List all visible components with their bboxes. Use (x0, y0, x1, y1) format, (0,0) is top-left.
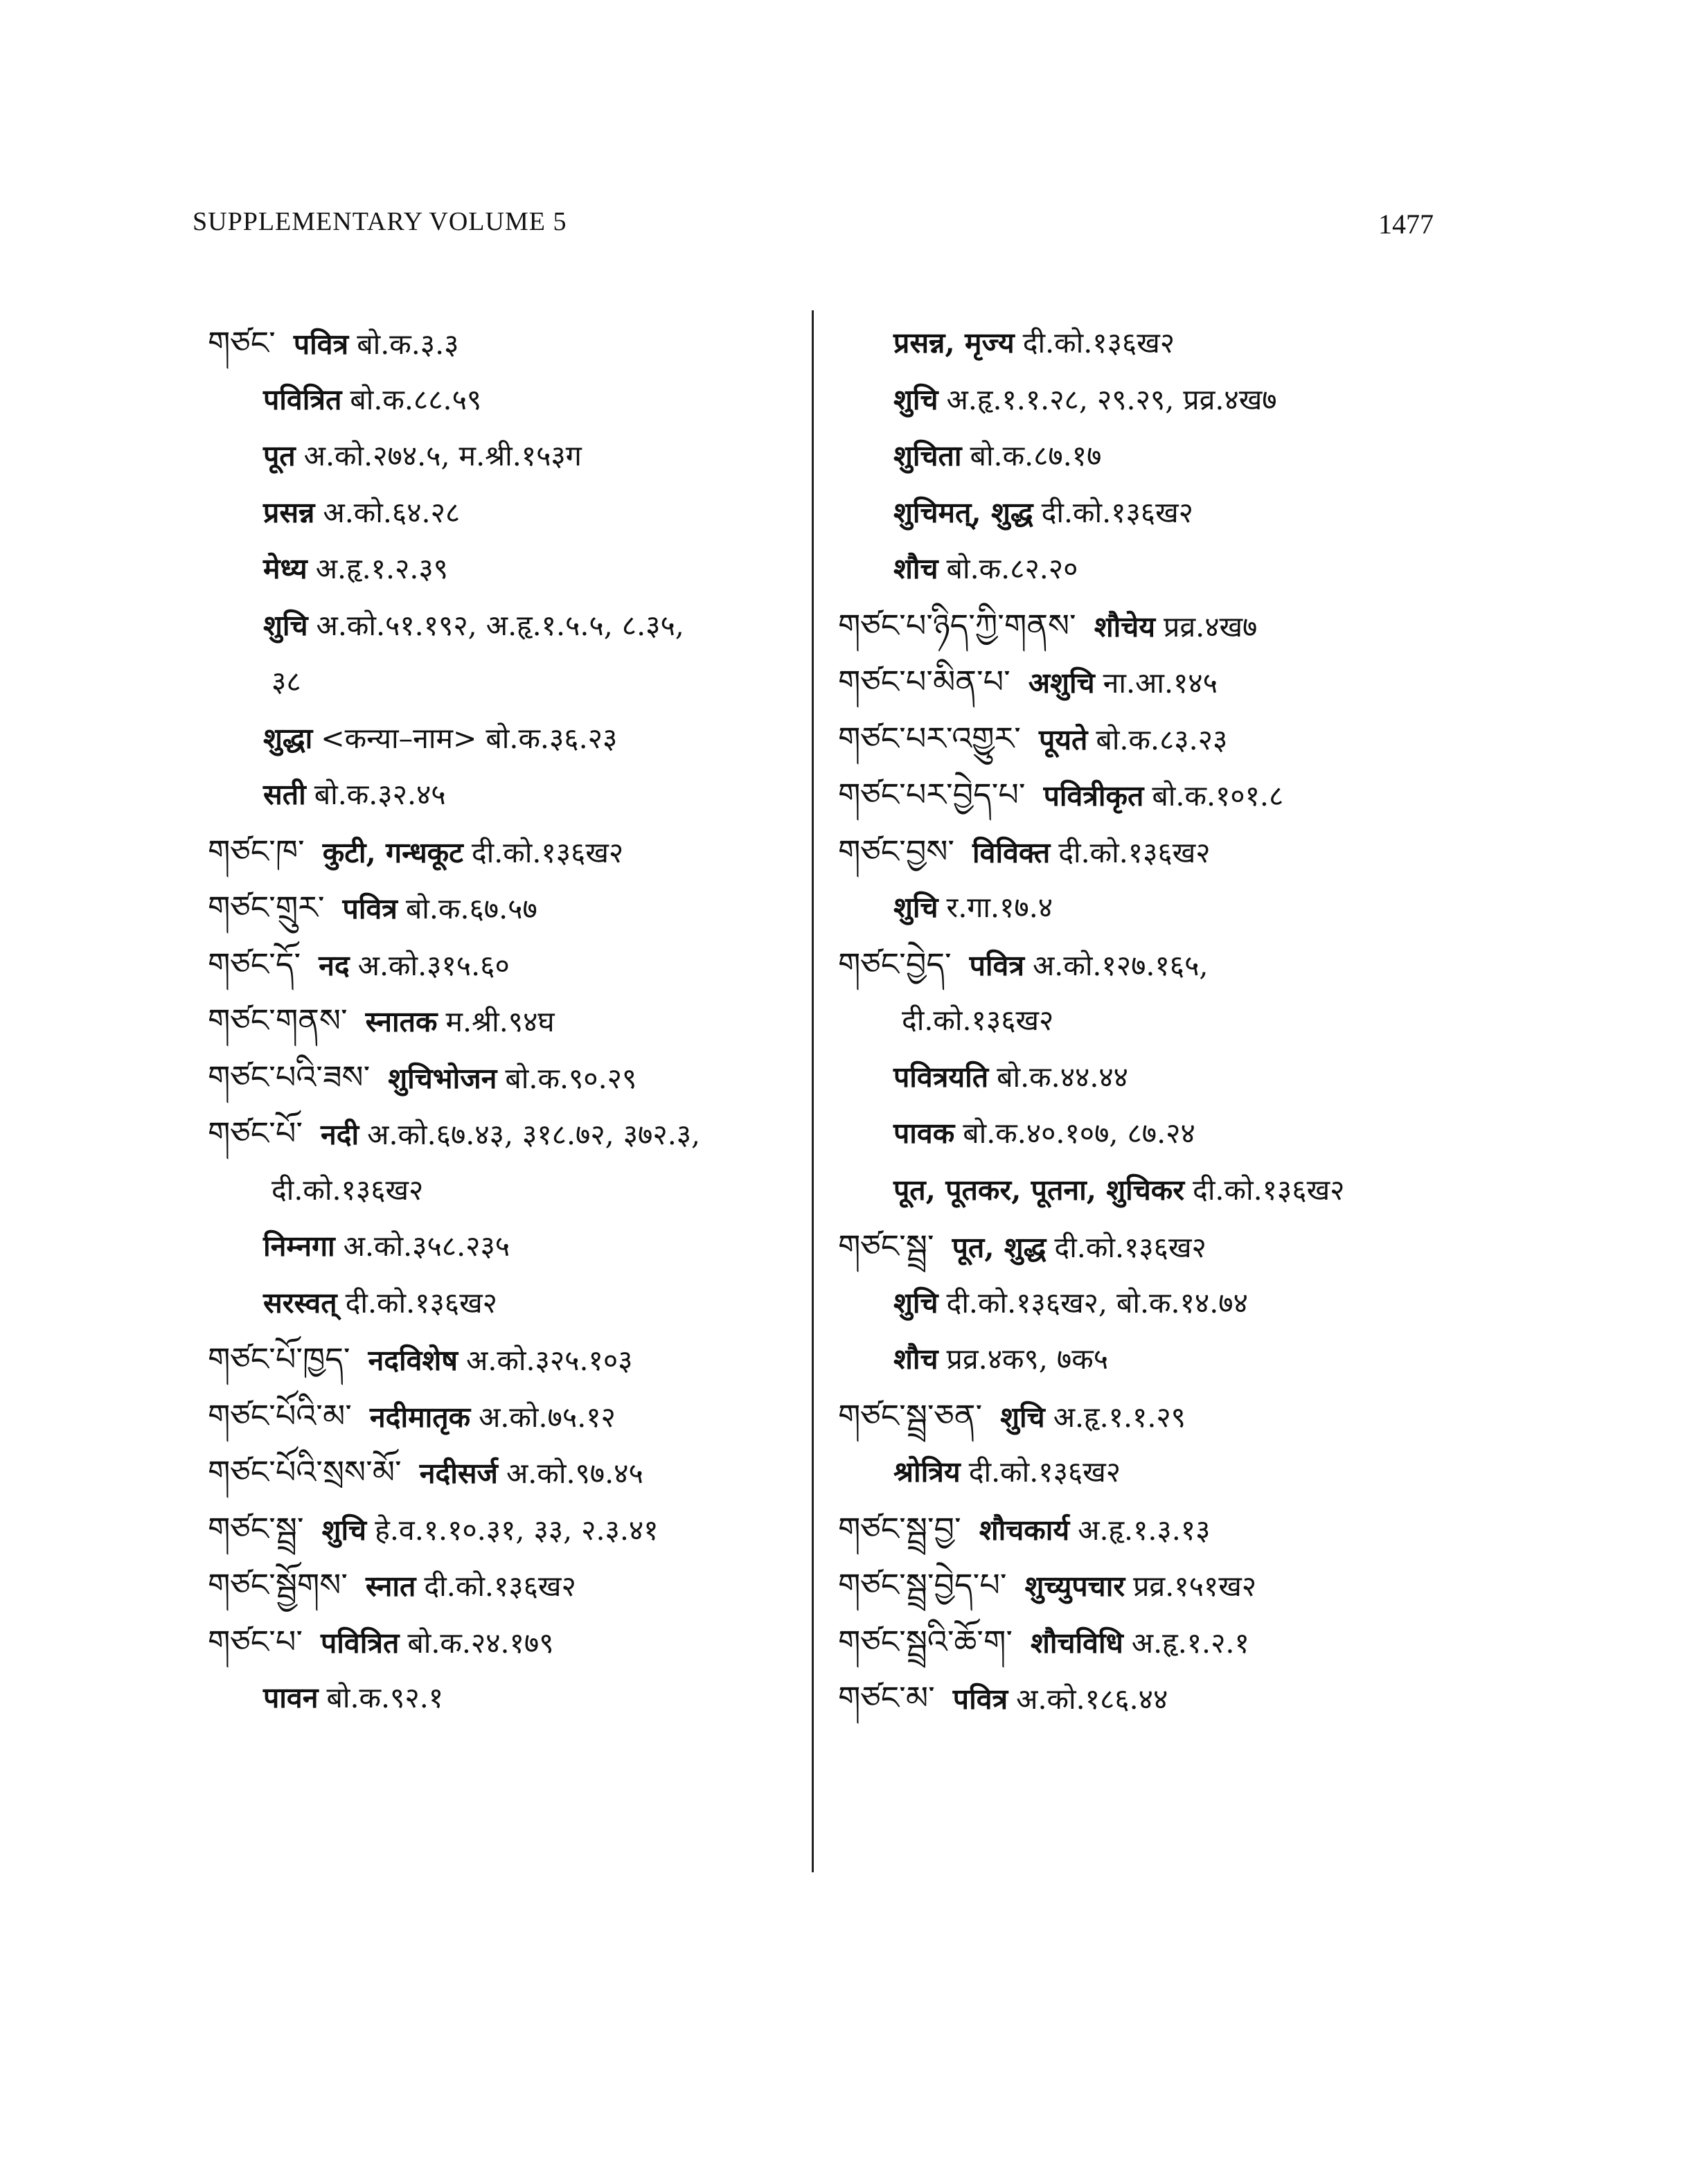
sanskrit-equivalent: शुचि (893, 382, 938, 416)
dictionary-entry (208, 1501, 817, 1558)
tibetan-headword: གཙང་པོའི་སྲས་མོ་ (208, 1453, 402, 1491)
sanskrit-equivalent: पवित्रित (263, 382, 342, 416)
source-reference: प्रव्र.१५१ख२ (1133, 1570, 1257, 1603)
source-reference: अ.को.६४.२८ (323, 495, 461, 529)
entry-subline (208, 428, 817, 485)
sanskrit-equivalent: स्नात (366, 1570, 416, 1603)
sanskrit-equivalent: नदविशेष (368, 1344, 458, 1377)
entry-subline (838, 372, 1531, 429)
tibetan-headword: གཙང་དོ་ (208, 945, 301, 983)
sanskrit-equivalent: मेध्य (263, 552, 308, 585)
tibetan-headword: གཙང་སྦྲ་བྱེད་པ་ (838, 1566, 1007, 1604)
dictionary-entry (208, 315, 817, 372)
source-reference: बो.क.८८.५९ (350, 382, 482, 416)
sanskrit-equivalent: पवित्रीकृत (1043, 779, 1144, 813)
running-head: SUPPLEMENTARY VOLUME 5 (193, 207, 567, 236)
source-reference: दी.को.१३६ख२ (968, 1455, 1121, 1489)
dictionary-entry (838, 767, 1531, 824)
source-reference: अ.को.३१५.६० (357, 948, 510, 982)
right-column (838, 315, 1531, 1727)
dictionary-entry (838, 654, 1531, 711)
dictionary-entry (838, 598, 1531, 655)
tibetan-headword: གཙང་སྦྲའི་ཆོ་ག་ (838, 1622, 1013, 1660)
sanskrit-equivalent: पवित्रित (321, 1626, 400, 1660)
entry-subline (838, 993, 1531, 1049)
entry-subline (208, 767, 817, 824)
entry-subline (838, 485, 1531, 542)
entry-subline (208, 372, 817, 429)
sanskrit-equivalent: शुचिमत्, शुद्ध (893, 495, 1033, 529)
sanskrit-equivalent: शुच्युपचार (1024, 1570, 1125, 1603)
tibetan-headword: གཙང་པོའི་མ་ (208, 1396, 352, 1435)
sanskrit-equivalent: प्रसन्न (263, 495, 315, 529)
source-reference: प्रव्र.४ख७ (1164, 610, 1258, 643)
sanskrit-equivalent: पूत (263, 439, 296, 472)
sanskrit-equivalent: विविक्त (972, 835, 1051, 869)
dictionary-entry (208, 1557, 817, 1614)
tibetan-headword: གཙང་སྦྱོགས་ (208, 1566, 348, 1604)
sanskrit-equivalent: पावक (893, 1117, 955, 1150)
sanskrit-equivalent: प्रसन्न, मृज्य (893, 326, 1015, 359)
entry-subline (208, 711, 817, 767)
tibetan-headword: གཙང་པའི་ཟས་ (208, 1058, 371, 1096)
source-reference: दी.को.१३६ख२ (1022, 326, 1175, 359)
tibetan-headword: གཙང་པ་མིན་པ་ (838, 663, 1010, 700)
dictionary-entry (208, 1331, 817, 1388)
tibetan-headword: གཙང་མ་ (838, 1679, 935, 1716)
sanskrit-equivalent: पवित्र (952, 1683, 1008, 1716)
tibetan-headword: གཙང་གནས་ (208, 1002, 348, 1039)
source-reference: बो.क.८२.२० (946, 552, 1078, 585)
dictionary-entry (208, 993, 817, 1049)
dictionary-entry (208, 1049, 817, 1106)
entry-subline (208, 1162, 817, 1219)
sanskrit-equivalent: शुचिभोजन (388, 1061, 497, 1095)
entry-subline (208, 1275, 817, 1332)
source-reference: बो.क.८७.१७ (970, 439, 1102, 472)
sanskrit-equivalent: शौचेय (1094, 610, 1156, 643)
sanskrit-equivalent: शौचकार्य (979, 1513, 1070, 1547)
source-reference: ३८ (271, 665, 301, 698)
source-reference: दी.को.१३६ख२ (1054, 1231, 1206, 1264)
source-reference: अ.को.१२७.१६५, (1032, 948, 1209, 982)
dictionary-entry (838, 824, 1531, 880)
sanskrit-equivalent: पवित्रयति (893, 1060, 989, 1094)
entry-subline (208, 541, 817, 598)
sanskrit-equivalent: अशुचि (1028, 666, 1095, 700)
tibetan-headword: གཙང་པོ་ཁྱད་ (208, 1340, 350, 1378)
sanskrit-equivalent: शौचविधि (1031, 1626, 1123, 1660)
entry-subline (838, 1275, 1531, 1332)
sanskrit-equivalent: पवित्र (969, 948, 1024, 982)
sanskrit-equivalent: शुद्धा (263, 721, 313, 755)
sanskrit-equivalent: शुचि (893, 891, 938, 924)
sanskrit-equivalent: सती (263, 778, 306, 811)
source-reference: दी.को.१३६ख२ (471, 835, 624, 869)
tibetan-headword: གཙང་པ་ཉིད་ཀྱི་གནས་ (838, 606, 1076, 644)
tibetan-headword: གཙང་སྦྲ་ཅན་ (838, 1396, 983, 1435)
sanskrit-equivalent: पूत, पूतकर, पूतना, शुचिकर (893, 1173, 1185, 1207)
dictionary-entry (208, 936, 817, 993)
dictionary-entry (208, 880, 817, 936)
source-reference: अ.को.९७.४५ (506, 1457, 643, 1490)
sanskrit-equivalent: नदीसर्ज (419, 1457, 498, 1490)
source-reference: अ.हृ.१.२.१ (1131, 1626, 1249, 1660)
sanskrit-equivalent: स्नातक (365, 1005, 438, 1038)
dictionary-entry (838, 1614, 1531, 1671)
tibetan-headword: གཙང་ཁ་ (208, 832, 305, 870)
source-reference: दी.को.१३६ख२ (271, 1173, 424, 1207)
sanskrit-equivalent: नद (319, 948, 350, 982)
sanskrit-equivalent: सरस्वत् (263, 1286, 337, 1320)
sanskrit-equivalent: शुचिता (893, 439, 962, 472)
sanskrit-equivalent: शुचि (321, 1513, 367, 1547)
entry-subline (838, 1162, 1531, 1219)
source-reference: दी.को.१३६ख२ (424, 1570, 576, 1603)
tibetan-headword: གཙང་སྦྲ་བྱ་ (838, 1509, 961, 1547)
page-number: 1477 (1378, 208, 1434, 240)
sanskrit-equivalent: शुचि (263, 608, 308, 642)
dictionary-entry (838, 936, 1531, 993)
entry-subline (838, 315, 1531, 372)
dictionary-entry (838, 1557, 1531, 1614)
sanskrit-equivalent: शौच (893, 552, 938, 585)
tibetan-headword: གཙང་པར་འགྱུར་ (838, 719, 1021, 757)
sanskrit-equivalent: निम्नगा (263, 1229, 335, 1263)
source-reference: दी.को.१३६ख२ (345, 1286, 497, 1320)
source-reference: बो.क.६७.५७ (405, 892, 537, 925)
source-reference: र.गा.१७.४ (946, 891, 1053, 924)
sanskrit-equivalent: नदीमातृक (369, 1400, 471, 1434)
entry-subline (838, 1049, 1531, 1106)
source-reference: अ.को.६७.४३, ३१८.७२, ३७२.३, (367, 1118, 701, 1151)
dictionary-entry (838, 1218, 1531, 1275)
entry-subline (838, 880, 1531, 936)
sanskrit-equivalent: पूयते (1038, 722, 1088, 756)
source-reference: अ.को.१८६.४४ (1016, 1683, 1168, 1716)
source-reference: अ.हृ.१.१.२८, २९.२९, प्रव्र.४ख७ (946, 382, 1277, 416)
source-reference: प्रव्र.४क९, ७क५ (946, 1342, 1109, 1376)
sanskrit-equivalent: श्रोत्रिय (893, 1455, 961, 1489)
entry-subline (208, 654, 817, 711)
source-reference: अ.को.५१.१९२, अ.हृ.१.५.५, ८.३५, (316, 608, 684, 642)
tibetan-headword: གཙང་སྦྲ་ (208, 1509, 304, 1547)
left-column (208, 315, 817, 1727)
sanskrit-equivalent: शुचि (893, 1286, 938, 1320)
source-reference: दी.को.१३६ख२ (1193, 1173, 1345, 1207)
source-reference: बो.क.४४.४४ (997, 1060, 1129, 1094)
entry-subline (208, 485, 817, 542)
source-reference: <कन्या–नाम> बो.क.३६.२३ (321, 721, 618, 755)
source-reference: दी.को.१३६ख२ (902, 1004, 1054, 1037)
dictionary-entry (838, 1670, 1531, 1727)
entry-subline (838, 541, 1531, 598)
entry-subline (208, 598, 817, 655)
dictionary-entry (838, 1501, 1531, 1558)
source-reference: बो.क.९०.२९ (505, 1061, 637, 1095)
entry-subline (838, 1331, 1531, 1388)
tibetan-headword: གཙང་སྦྲ་ (838, 1227, 934, 1265)
dictionary-entry (208, 1444, 817, 1501)
source-reference: अ.हृ.१.३.१३ (1078, 1513, 1211, 1547)
entry-subline (208, 1670, 817, 1727)
source-reference: दी.को.१३६ख२ (1041, 495, 1193, 529)
sanskrit-equivalent: नदी (321, 1118, 359, 1151)
source-reference: बो.क.३२.४५ (314, 778, 446, 811)
source-reference: अ.को.३५८.२३५ (343, 1229, 510, 1263)
source-reference: अ.हृ.१.२.३९ (315, 552, 449, 585)
sanskrit-equivalent: शुचि (1000, 1400, 1045, 1434)
sanskrit-equivalent: पवित्र (293, 328, 349, 361)
entry-subline (838, 1106, 1531, 1162)
entry-subline (208, 1218, 817, 1275)
source-reference: बो.क.४०.१०७, ८७.२४ (963, 1117, 1195, 1150)
source-reference: अ.को.७५.१२ (479, 1400, 616, 1434)
source-reference: बो.क.२४.१७९ (407, 1626, 554, 1660)
dictionary-entry (838, 1388, 1531, 1445)
dictionary-entry (208, 824, 817, 880)
sanskrit-equivalent: पूत, शुद्ध (952, 1231, 1047, 1264)
source-reference: ना.आ.१४५ (1103, 666, 1218, 700)
tibetan-headword: གཙང་བྱས་ (838, 832, 955, 870)
source-reference: बो.क.८३.२३ (1096, 722, 1228, 756)
sanskrit-equivalent: पवित्र (342, 892, 398, 925)
source-reference: दी.को.१३६ख२ (1058, 835, 1211, 869)
source-reference: बो.क.९२.१ (326, 1681, 444, 1714)
tibetan-headword: གཙང་བྱེད་ (838, 945, 952, 983)
tibetan-headword: གཙང་པར་བྱེད་པ་ (838, 776, 1026, 813)
entry-subline (838, 1444, 1531, 1501)
sanskrit-equivalent: पावन (263, 1681, 319, 1714)
source-reference: बो.क.१०१.८ (1152, 779, 1284, 813)
sanskrit-equivalent: कुटी, गन्धकूट (322, 835, 463, 869)
tibetan-headword: གཙང་པོ་ (208, 1115, 303, 1152)
source-reference: अ.को.३२५.१०३ (466, 1344, 633, 1377)
tibetan-headword: གཙང་གྲུར་ (208, 889, 325, 926)
dictionary-entry (208, 1106, 817, 1162)
column-divider (812, 310, 814, 1872)
source-reference: दी.को.१३६ख२, बो.क.१४.७४ (946, 1286, 1248, 1320)
source-reference: अ.हृ.१.१.२९ (1053, 1400, 1186, 1434)
sanskrit-equivalent: शौच (893, 1342, 938, 1376)
dictionary-entry (838, 711, 1531, 767)
source-reference: अ.को.२७४.५, म.श्री.१५३ग (303, 439, 582, 472)
dictionary-entry (208, 1614, 817, 1671)
dictionary-entry (208, 1388, 817, 1445)
entry-subline (838, 428, 1531, 485)
source-reference: बो.क.३.३ (357, 328, 459, 361)
source-reference: हे.व.१.१०.३१, ३३, २.३.४१ (375, 1513, 659, 1547)
tibetan-headword: གཙང་ (208, 324, 276, 362)
source-reference: म.श्री.९४घ (445, 1005, 555, 1038)
tibetan-headword: གཙང་པ་ (208, 1622, 303, 1660)
